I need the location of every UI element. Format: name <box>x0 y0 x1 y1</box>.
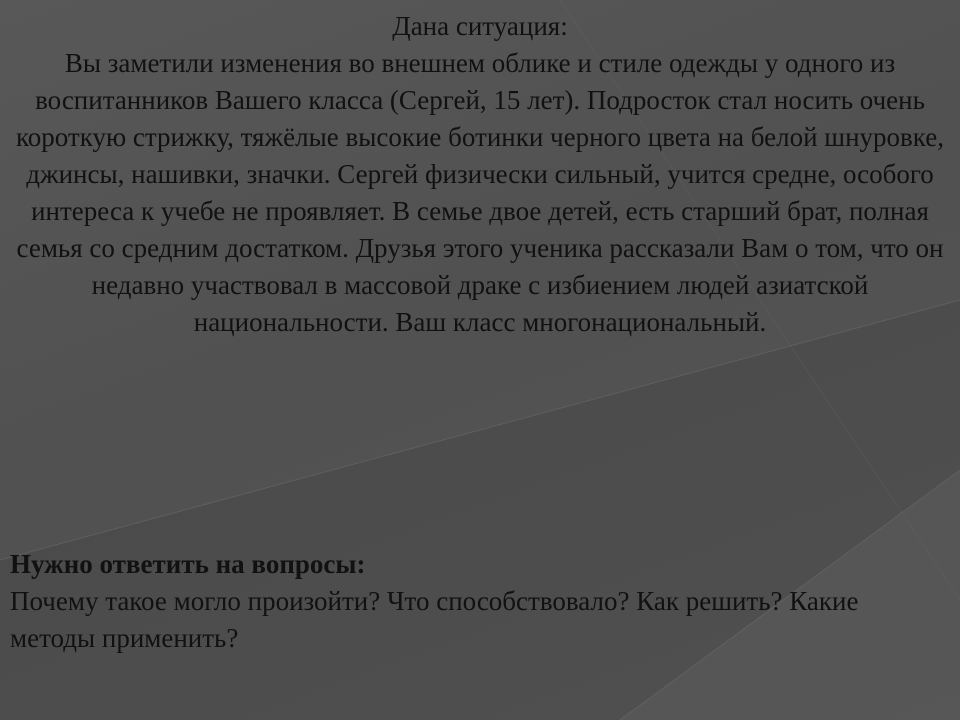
questions-heading: Нужно ответить на вопросы: <box>10 549 366 579</box>
questions-body: Почему такое могло произойти? Что способствовало? Как решить? Какие методы применить? <box>10 586 859 653</box>
situation-heading: Дана ситуация: <box>392 11 568 41</box>
questions-block <box>10 546 910 657</box>
situation-body: Вы заметили изменения во внешнем облике и стиле одежды у одного из воспитанников Вашего класса (Сергей, 15 лет). Подросток стал носить очень короткую стрижку, тяжёлые высокие ботинки черного цвета на белой шнуровке, джинсы, нашивки, значки. Сергей физически сильный, учится средне, особого интереса к учебе не проявляет. В семье двое детей, есть старший брат, полная семья со средним достатком. Друзья этого ученика рассказали Вам о том, что он недавно участвовал в массовой драке с избиением людей азиатской национальности. Ваш класс многонациональный. <box>16 48 944 337</box>
situation-text <box>8 8 952 341</box>
